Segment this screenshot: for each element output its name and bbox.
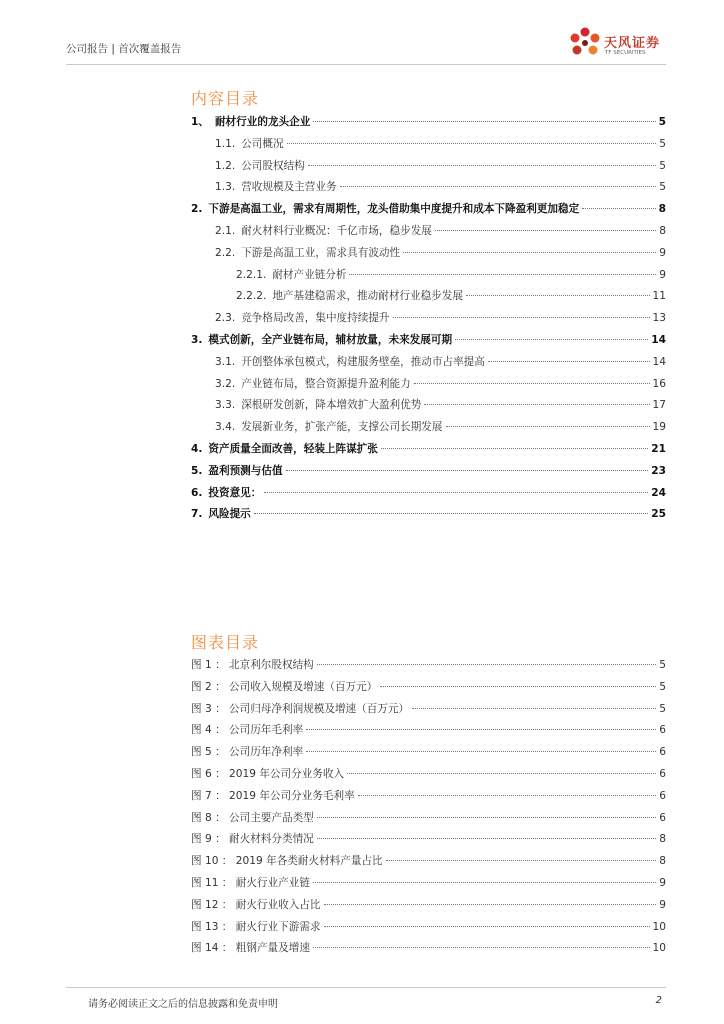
toc-entry[interactable]	[191, 332, 666, 347]
toc-entry-title: 资产质量全面改善，轻装上阵谋扩张	[208, 443, 378, 455]
toc-entry-number: 2.	[191, 203, 203, 216]
toc-entry-number: 5.	[191, 464, 203, 477]
dot-leader	[306, 751, 656, 752]
toc-entry-page: 5	[658, 116, 666, 128]
toc-entry-number: 3.3.	[215, 399, 236, 412]
figure-entry-page: 6	[659, 746, 666, 759]
toc-entry-title: 风险提示	[208, 508, 251, 521]
dot-leader	[455, 339, 648, 340]
figure-entry[interactable]	[191, 897, 666, 912]
dot-leader	[358, 795, 657, 796]
toc-entry-number: 2.2.	[215, 246, 236, 259]
disclaimer: 请务必阅读正文之后的信息披露和免责申明	[88, 999, 278, 1010]
figure-entry-title: 图 5 ： 公司历年净利率	[191, 746, 304, 759]
toc-entry-number: 2.1.	[215, 225, 236, 237]
toc-entry-number: 3.2.	[215, 377, 236, 390]
logo-subtitle: TF SECURITIES	[605, 50, 646, 56]
figure-entry[interactable]	[191, 919, 666, 934]
dot-leader	[313, 121, 655, 122]
dot-leader	[582, 208, 655, 209]
toc-entry[interactable]	[191, 267, 666, 282]
toc-entry-title: 开创整体承包模式，构建服务壁垒，推动市占率提高	[241, 355, 485, 368]
toc-entry-title: 耐火材料行业概况：千亿市场，稳步发展	[241, 225, 432, 237]
dot-leader	[313, 947, 650, 948]
toc-entry-title: 公司概况	[241, 137, 284, 150]
toc-entry-title: 产业链布局，整合资源提升盈利能力	[241, 377, 411, 390]
dot-leader	[324, 926, 650, 927]
toc-entry[interactable]	[191, 114, 666, 129]
dot-leader	[254, 513, 648, 514]
figure-entry-page: 9	[659, 877, 666, 889]
toc-entry-page: 14	[651, 334, 666, 346]
toc-entry-page: 5	[659, 137, 666, 150]
toc-entry-title: 地产基建稳需求，推动耐材行业稳步发展	[272, 290, 464, 303]
toc-entry-page: 25	[651, 508, 666, 521]
toc-entry-title: 公司股权结构	[241, 159, 305, 172]
dot-leader	[317, 838, 656, 839]
toc-entry-number: 1、	[191, 116, 209, 128]
dot-leader	[287, 143, 657, 144]
toc-entry-page: 9	[659, 268, 666, 281]
figure-entry-page: 6	[659, 724, 666, 737]
toc-entry[interactable]	[191, 376, 666, 391]
figure-entry-title: 图 3 ： 公司归母净利润规模及增速（百万元）	[191, 702, 410, 715]
toc-entry-number: 1.1.	[215, 137, 236, 150]
dot-leader	[340, 186, 657, 187]
dot-leader	[412, 708, 656, 709]
figure-entry[interactable]	[191, 744, 666, 759]
toc-entry[interactable]	[191, 201, 666, 216]
figure-entry-page: 5	[659, 659, 666, 671]
toc-entry[interactable]	[191, 397, 666, 412]
toc-entry[interactable]	[191, 419, 666, 434]
toc-entry-title: 发展新业务，扩张产能，支撑公司长期发展	[241, 421, 443, 434]
page-number: 2	[655, 995, 662, 1006]
dot-leader	[466, 295, 650, 296]
toc-entry-page: 8	[658, 203, 666, 216]
dot-leader	[264, 492, 648, 493]
figure-entry-page: 8	[659, 833, 666, 846]
company-logo	[568, 26, 678, 62]
toc-entry-number: 2.2.2.	[236, 290, 267, 303]
toc-title: 内容目录	[191, 89, 260, 108]
dot-leader	[403, 252, 656, 253]
figure-entry-page: 8	[659, 855, 666, 868]
toc-entry[interactable]	[191, 223, 666, 238]
footer-divider	[66, 987, 666, 988]
figure-entry-title: 图 2 ： 公司收入规模及增速（百万元）	[191, 680, 378, 693]
figure-entry-title: 图 12 ： 耐火行业收入占比	[191, 898, 321, 911]
figure-entry-title: 图 8 ： 公司主要产品类型	[191, 811, 314, 824]
toc-entry-number: 1.3.	[215, 181, 236, 194]
figure-entry[interactable]	[191, 810, 666, 825]
toc-entry[interactable]	[191, 179, 666, 194]
flower-logo-icon	[568, 26, 602, 60]
figure-entry-title: 图 7 ： 2019 年公司分业务毛利率	[191, 789, 355, 802]
figure-entry-title: 图 13 ： 耐火行业下游需求	[191, 920, 321, 933]
toc-entry-title: 下游是高温工业，需求有周期性，龙头借助集中度提升和成本下降盈利更加稳定	[208, 203, 580, 216]
toc-entry-number: 1.2.	[215, 159, 236, 172]
toc-entry-number: 6.	[191, 486, 203, 499]
toc-entry[interactable]	[191, 463, 666, 478]
toc-entry-title: 投资意见：	[208, 486, 262, 499]
figure-entry[interactable]	[191, 875, 666, 890]
dot-leader	[488, 361, 650, 362]
figure-entry-page: 10	[652, 942, 666, 955]
dot-leader	[317, 664, 656, 665]
toc-entry-title: 耐材行业的龙头企业	[214, 116, 311, 128]
figure-entry[interactable]	[191, 766, 666, 781]
toc-entry[interactable]	[191, 441, 666, 456]
toc-entry[interactable]	[191, 310, 666, 325]
figure-entry-title: 图 1 ： 北京利尔股权结构	[191, 659, 314, 671]
toc-entry-title: 营收规模及主营业务	[241, 181, 337, 194]
toc-entry[interactable]	[191, 354, 666, 369]
figure-entry-page: 5	[659, 680, 666, 693]
figure-entry[interactable]	[191, 657, 666, 672]
header-divider	[66, 64, 666, 65]
figure-entry[interactable]	[191, 853, 666, 868]
report-type: 公司报告 | 首次覆盖报告	[66, 43, 182, 55]
toc-entry-page: 5	[659, 159, 666, 172]
dot-leader	[424, 404, 649, 405]
toc-entry-page: 24	[651, 486, 666, 499]
toc-entry-number: 7.	[191, 508, 203, 521]
toc-entry-page: 23	[651, 464, 666, 477]
toc-entry-number: 4.	[191, 443, 203, 455]
figure-entry-page: 5	[659, 702, 666, 715]
toc-entry-page: 9	[659, 246, 666, 259]
toc-entry-number: 2.3.	[215, 312, 236, 325]
figure-entry-title: 图 14 ： 粗钢产量及增速	[191, 942, 310, 955]
figure-entry[interactable]	[191, 701, 666, 716]
toc-entry-page: 17	[652, 399, 666, 412]
logo-name: 天风证券	[604, 36, 661, 51]
toc-entry-title: 下游是高温工业，需求具有波动性	[241, 246, 401, 259]
figure-entry-page: 6	[659, 789, 666, 802]
toc-entry-page: 19	[652, 421, 666, 434]
figure-entry-title: 图 11 ： 耐火行业产业链	[191, 877, 310, 889]
toc-entry-title: 深根研发创新，降本增效扩大盈利优势	[241, 399, 422, 412]
figure-entry[interactable]	[191, 788, 666, 803]
toc-entry-title: 耐材产业链分析	[272, 268, 347, 281]
figure-entry-page: 10	[652, 920, 666, 933]
figure-entry[interactable]	[191, 722, 666, 737]
figure-entry[interactable]	[191, 679, 666, 694]
figure-entry[interactable]	[191, 831, 666, 846]
toc-entry-title: 竞争格局改善，集中度持续提升	[241, 312, 390, 325]
dot-leader	[393, 317, 650, 318]
dot-leader	[414, 383, 650, 384]
toc-entry-page: 14	[652, 355, 666, 368]
toc-entry[interactable]	[191, 485, 666, 500]
toc-entry-page: 21	[651, 443, 666, 455]
figure-entry-title: 图 10 ： 2019 年各类耐火材料产量占比	[191, 855, 383, 868]
toc-entry-page: 8	[659, 225, 666, 237]
toc-entry-page: 13	[652, 312, 666, 325]
toc-entry-page: 16	[652, 377, 666, 390]
dot-leader	[306, 729, 656, 730]
dot-leader	[286, 470, 649, 471]
dot-leader	[317, 817, 656, 818]
toc-entry[interactable]	[191, 288, 666, 303]
toc-entry-title: 模式创新，全产业链布局，辅材放量，未来发展可期	[208, 334, 453, 346]
figure-entry[interactable]	[191, 940, 666, 955]
figure-entry-title: 图 6 ： 2019 年公司分业务收入	[191, 768, 345, 780]
dot-leader	[386, 860, 657, 861]
toc-entry-number: 3.1.	[215, 355, 236, 368]
dot-leader	[308, 165, 656, 166]
figure-list-title: 图表目录	[191, 633, 260, 652]
toc-entry-number: 2.2.1.	[236, 268, 267, 281]
toc-entry[interactable]	[191, 136, 666, 151]
figure-entry-page: 6	[659, 768, 666, 780]
dot-leader	[380, 686, 656, 687]
toc-entry[interactable]	[191, 245, 666, 260]
toc-entry[interactable]	[191, 158, 666, 173]
dot-leader	[324, 904, 657, 905]
toc-entry-title: 盈利预测与估值	[208, 464, 283, 477]
toc-entry-page: 5	[659, 181, 666, 194]
figure-entry-page: 6	[659, 811, 666, 824]
dot-leader	[446, 426, 650, 427]
dot-leader	[347, 773, 656, 774]
toc-entry-number: 3.	[191, 334, 203, 346]
figure-entry-title: 图 4 ： 公司历年毛利率	[191, 724, 304, 737]
figure-entry-page: 9	[659, 898, 666, 911]
dot-leader	[313, 882, 656, 883]
dot-leader	[381, 448, 648, 449]
toc-entry-number: 3.4.	[215, 421, 236, 434]
dot-leader	[435, 230, 656, 231]
toc-entry[interactable]	[191, 506, 666, 521]
toc-entry-page: 11	[652, 290, 666, 303]
figure-entry-title: 图 9 ： 耐火材料分类情况	[191, 833, 314, 846]
dot-leader	[349, 274, 656, 275]
